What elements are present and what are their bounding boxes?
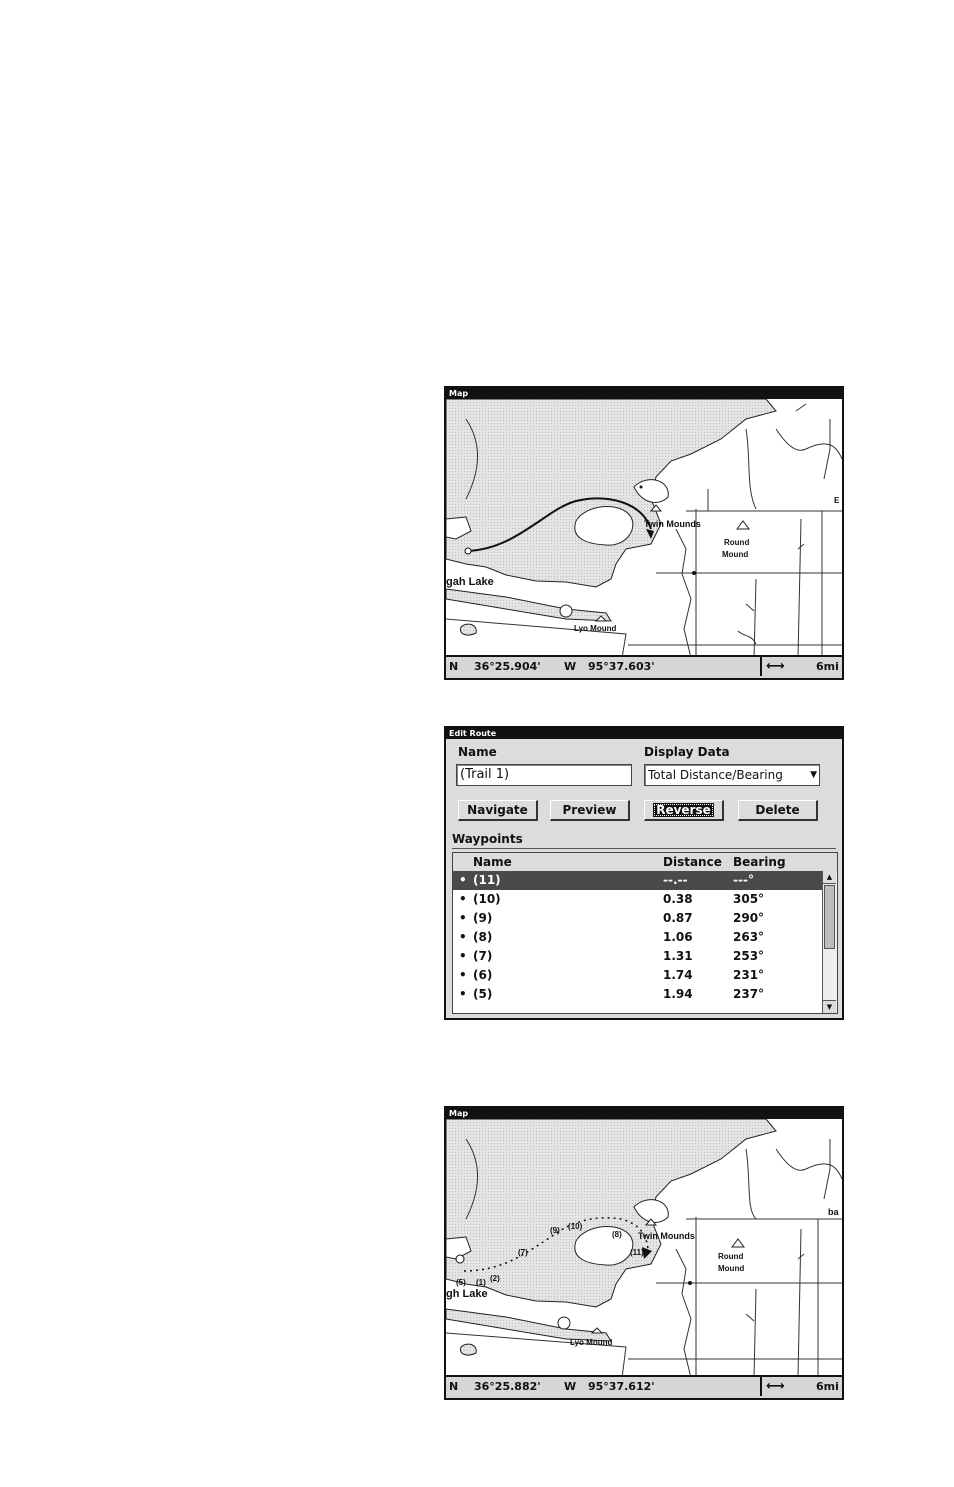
map-title: Map xyxy=(446,1108,842,1119)
row-distance: 1.74 xyxy=(663,968,693,982)
table-scrollbar[interactable] xyxy=(822,871,837,1013)
row-bullet: • xyxy=(459,987,467,1001)
row-bullet: • xyxy=(459,892,467,906)
label-lyo-mound: Lyo Mound xyxy=(574,624,617,633)
col-name: Name xyxy=(473,855,512,869)
waypoint-label: (8) xyxy=(612,1230,622,1239)
longitude-readout: 95°37.612' xyxy=(588,1380,655,1393)
label-mound: Mound xyxy=(718,1264,745,1273)
waypoint-label: (11) xyxy=(630,1248,644,1257)
row-distance: 0.87 xyxy=(663,911,693,925)
latitude-readout: 36°25.882' xyxy=(474,1380,541,1393)
col-bearing: Bearing xyxy=(733,855,786,869)
waypoints-table[interactable] xyxy=(452,852,838,1014)
col-distance: Distance xyxy=(663,855,722,869)
row-bearing: 263° xyxy=(733,930,765,944)
town-icon xyxy=(558,1317,570,1329)
label-lake: gh Lake xyxy=(446,1288,488,1300)
label-edge: E xyxy=(834,496,840,505)
row-name: (10) xyxy=(473,892,501,906)
display-data-select[interactable] xyxy=(644,764,820,786)
delete-button[interactable]: Delete xyxy=(738,800,818,821)
north-indicator: N xyxy=(449,1380,459,1393)
row-name: (8) xyxy=(473,930,493,944)
navigate-button[interactable]: Navigate xyxy=(458,800,538,821)
scroll-thumb[interactable] xyxy=(824,885,835,949)
row-name: (5) xyxy=(473,987,493,1001)
row-bullet: • xyxy=(459,911,467,925)
scroll-down-icon[interactable]: ▼ xyxy=(823,1000,836,1013)
shore-strip xyxy=(446,589,611,621)
dialog-title: Edit Route xyxy=(446,728,842,739)
zoom-range-icon: ⟷ xyxy=(766,659,785,674)
status-bar xyxy=(446,655,842,678)
label-lyo-mound: Lyo Mound xyxy=(570,1338,613,1347)
poi-dot xyxy=(688,1281,692,1285)
row-distance: 0.38 xyxy=(663,892,693,906)
row-name: (7) xyxy=(473,949,493,963)
table-row[interactable] xyxy=(453,966,823,985)
island xyxy=(460,1344,476,1355)
zoom-level: 6mi xyxy=(816,1380,839,1393)
row-name: (11) xyxy=(473,873,501,887)
waypoint-label: (7) xyxy=(518,1248,528,1257)
row-name: (6) xyxy=(473,968,493,982)
status-divider xyxy=(760,1377,762,1396)
display-data-value: Total Distance/Bearing xyxy=(648,768,783,782)
shore-strip xyxy=(446,1309,611,1341)
map-screen-bottom[interactable] xyxy=(444,1106,844,1400)
row-bearing: 290° xyxy=(733,911,765,925)
row-bearing: ---° xyxy=(733,873,754,887)
table-row[interactable] xyxy=(453,985,823,1004)
label-twin-mounds: Twin Mounds xyxy=(638,1231,695,1241)
west-indicator: W xyxy=(564,1380,577,1393)
zoom-level: 6mi xyxy=(816,660,839,673)
row-bearing: 237° xyxy=(733,987,765,1001)
zoom-range-icon: ⟷ xyxy=(766,1379,785,1394)
poi-dot xyxy=(692,571,696,575)
island xyxy=(460,624,476,635)
longitude-readout: 95°37.603' xyxy=(588,660,655,673)
map-title: Map xyxy=(446,388,842,399)
row-bullet: • xyxy=(459,949,467,963)
waypoints-label: Waypoints xyxy=(452,832,523,846)
row-bearing: 231° xyxy=(733,968,765,982)
row-bullet: • xyxy=(459,968,467,982)
table-header xyxy=(453,853,837,871)
label-round: Round xyxy=(724,538,750,547)
start-marker xyxy=(465,548,471,554)
waypoint-label: (10) xyxy=(568,1222,583,1231)
row-bullet: • xyxy=(459,930,467,944)
table-row[interactable] xyxy=(453,928,823,947)
mound-icon xyxy=(737,521,749,529)
map-canvas[interactable] xyxy=(446,399,842,658)
scroll-up-icon[interactable]: ▲ xyxy=(823,871,836,884)
preview-button[interactable]: Preview xyxy=(550,800,630,821)
map-canvas[interactable] xyxy=(446,1119,842,1378)
mound-icon xyxy=(732,1239,744,1247)
table-row[interactable] xyxy=(453,890,823,909)
reverse-button[interactable]: Reverse xyxy=(644,800,724,821)
status-bar xyxy=(446,1375,842,1398)
route-name-field[interactable]: (Trail 1) xyxy=(456,764,632,786)
table-row[interactable] xyxy=(453,909,823,928)
label-edge: ba xyxy=(828,1207,839,1217)
row-bearing: 253° xyxy=(733,949,765,963)
name-label: Name xyxy=(458,745,497,759)
dropdown-arrow-icon: ▼ xyxy=(810,770,817,780)
label-mound: Mound xyxy=(722,550,749,559)
row-bullet: • xyxy=(459,873,467,887)
latitude-readout: 36°25.904' xyxy=(474,660,541,673)
north-indicator: N xyxy=(449,660,459,673)
west-indicator: W xyxy=(564,660,577,673)
divider xyxy=(452,848,836,849)
start-marker xyxy=(456,1255,464,1263)
label-round: Round xyxy=(718,1252,744,1261)
row-distance: --.-- xyxy=(663,873,688,887)
mound-icon xyxy=(592,1328,602,1333)
waypoint-label: (2) xyxy=(490,1274,500,1283)
table-row[interactable] xyxy=(453,947,823,966)
label-twin-mounds: Twin Mounds xyxy=(644,519,701,529)
edit-route-dialog[interactable] xyxy=(444,726,844,1020)
status-divider xyxy=(760,657,762,676)
row-distance: 1.31 xyxy=(663,949,693,963)
label-lake: gah Lake xyxy=(446,576,494,588)
row-name: (9) xyxy=(473,911,493,925)
row-distance: 1.06 xyxy=(663,930,693,944)
poi-dot xyxy=(640,486,643,489)
table-row[interactable] xyxy=(453,871,823,890)
waypoint-label: (1) xyxy=(476,1278,486,1287)
map-screen-top[interactable] xyxy=(444,386,844,680)
waypoint-label: (5) xyxy=(456,1278,466,1287)
row-bearing: 305° xyxy=(733,892,765,906)
display-data-label: Display Data xyxy=(644,745,730,759)
town-icon xyxy=(560,605,572,617)
row-distance: 1.94 xyxy=(663,987,693,1001)
waypoint-label: (9) xyxy=(550,1226,560,1235)
